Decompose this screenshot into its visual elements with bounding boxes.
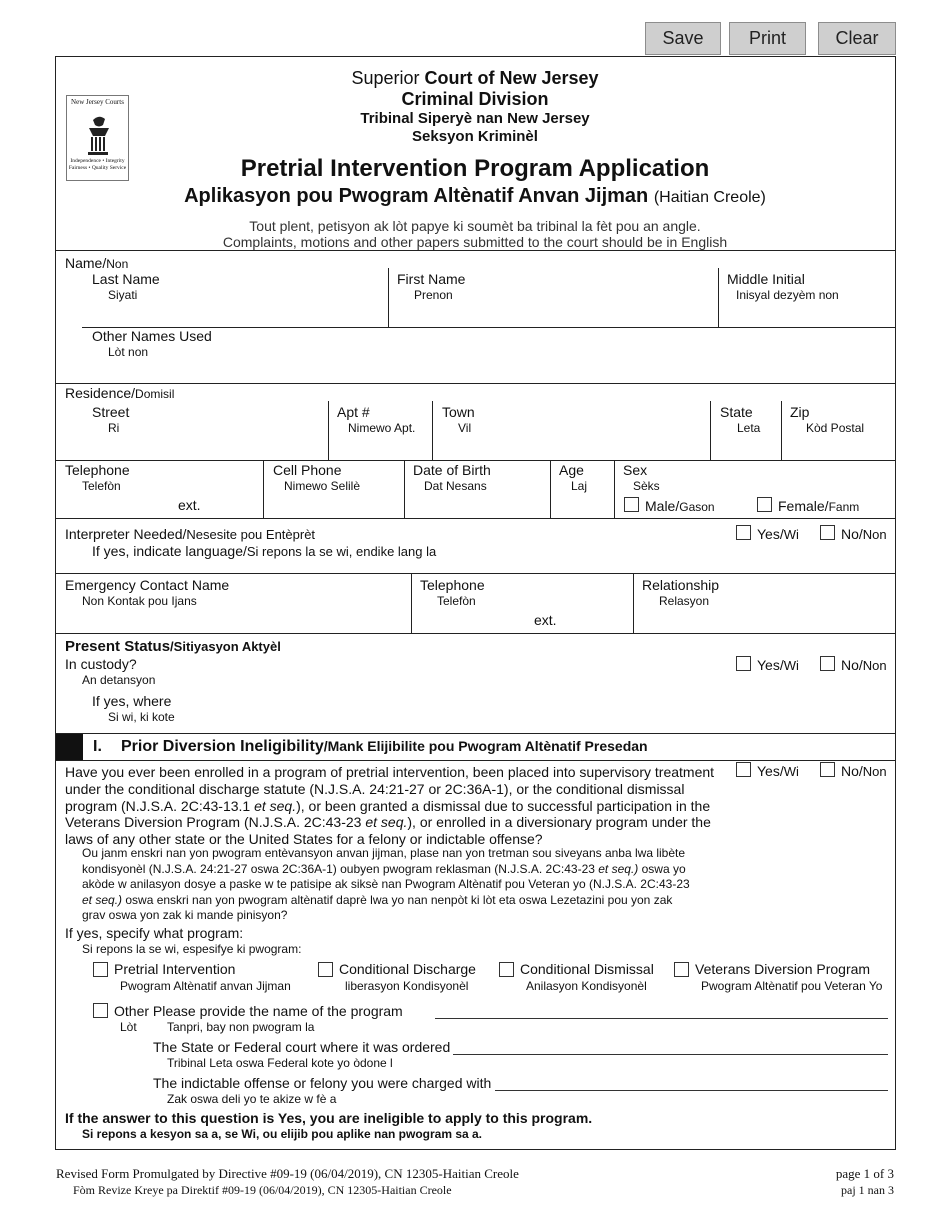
name-section-label: Name/Non (65, 255, 129, 271)
page-title: Pretrial Intervention Program Application (240, 155, 710, 182)
middle-initial-label: Middle Initial (727, 271, 805, 287)
apt-label: Apt # (337, 404, 370, 420)
section-number: I. (93, 738, 102, 755)
last-name-input[interactable] (92, 270, 382, 326)
conditional-dismissal-label: Conditional Dismissal (520, 961, 654, 977)
sex-label: Sex (623, 462, 648, 478)
other-program-checkbox[interactable] (93, 1003, 108, 1018)
pretrial-intervention-label: Pretrial Intervention (114, 961, 236, 977)
interpreter-no-label: No/Non (841, 526, 887, 542)
other-names-input[interactable] (92, 329, 892, 381)
custody-label-ht: An detansyon (82, 673, 156, 687)
first-name-label: First Name (397, 271, 466, 287)
dob-label: Date of Birth (413, 462, 491, 478)
ineligibility-notice-ht: Si repons a kesyon sa a, se Wi, ou elijib pou aplike nan pwogram sa a. (82, 1127, 483, 1141)
other-program-label-ht-a: Lòt (120, 1020, 137, 1034)
conditional-discharge-label-ht: liberasyon Kondisyonèl (345, 979, 469, 993)
custody-no-label: No/Non (841, 657, 887, 673)
custody-label: In custody? (65, 656, 137, 672)
emergency-contact-label: Emergency Contact Name (65, 577, 230, 593)
town-label-ht: Vil (458, 421, 472, 435)
custody-where-input[interactable] (200, 691, 890, 729)
emergency-telephone-label: Telephone (420, 577, 485, 593)
conditional-discharge-checkbox[interactable] (318, 962, 333, 977)
prior-diversion-no-label: No/Non (841, 763, 887, 779)
first-name-input[interactable] (397, 270, 713, 326)
prior-diversion-question: Have you ever been enrolled in a program of pretrial intervention, been placed into supervisory treatment under the conditional discharge statute (N.J.S.A. 24:21-27 or 2C:36A-1), or the conditional dismissal program (N.J.S.A. 2C:43-13.1 et seq.), or been granted a dismissal due to successful participation in the Veterans Diversion Program (N.J.S.A. 2C:43-23 et seq.), or enrolled in a diversionary program under the laws of any other state or the United States for a felony or indictable offense? (65, 764, 715, 848)
residence-section-label: Residence/Domisil (65, 385, 175, 401)
last-name-label: Last Name (92, 271, 160, 287)
other-names-label: Other Names Used (92, 328, 212, 344)
female-checkbox[interactable] (757, 497, 772, 512)
interpreter-no-checkbox[interactable] (820, 525, 835, 540)
interpreter-yes-label: Yes/Wi (757, 526, 799, 542)
dob-input[interactable] (413, 495, 547, 515)
language-notice-ht: Tout plent, petisyon ak lòt papye ki soumèt ba tribinal la fèt pou an angle. (249, 218, 701, 234)
street-label-ht: Ri (108, 421, 120, 435)
custody-yes-checkbox[interactable] (736, 656, 751, 671)
prior-diversion-question-ht: Ou janm enskri nan yon pwogram entèvansyon anvan jijman, plase nan yon tretman sou siveyans anba lwa libète kondisyonèl (N.J.S.A. 24:21-27 oswa 2C:36A-1) oubyen pwogram reklasman (N.J.S.A. 2C:43-23 et seq.) oswa yo akòde w anilasyon dosye a paske w te patisipe ak siksè nan Pwogram Altènatif pou Veteran yo (N.J.S.A. 2C:43-23 et seq.) oswa enskri nan yon pwogram altènatif daprè lwa yo nan nenpòt ki lòt eta oswa Lezetazini pou yon zak grav oswa yon zak ki mande pinisyon? (82, 846, 690, 922)
language-notice: Complaints, motions and other papers submitted to the court should be in English (222, 234, 728, 250)
division-name-ht: Seksyon Kriminèl (412, 128, 538, 145)
interpreter-label: Interpreter Needed/Nesesite pou Entèprèt (65, 526, 316, 542)
dob-label-ht: Dat Nesans (424, 479, 487, 493)
middle-initial-label-ht: Inisyal dezyèm non (736, 288, 839, 302)
logo-top-text: New Jersey Courts (71, 98, 124, 106)
division-name: Criminal Division (401, 89, 549, 109)
telephone-ext-input[interactable] (205, 495, 259, 515)
section-title: Prior Diversion Ineligibility/Mank Elijibilite pou Pwogram Altènatif Presedan (121, 738, 648, 755)
relationship-label-ht: Relasyon (659, 594, 710, 608)
emergency-telephone-input[interactable] (420, 610, 528, 630)
custody-where-label: If yes, where (92, 693, 172, 709)
male-checkbox[interactable] (624, 497, 639, 512)
apt-input[interactable] (337, 403, 429, 458)
other-program-label: Other Please provide the name of the program (114, 1003, 403, 1019)
female-label: Female/Fanm (778, 498, 860, 514)
sex-label-ht: Sèks (633, 479, 660, 493)
emergency-telephone-label-ht: Telefòn (437, 594, 476, 608)
male-label: Male/Gason (645, 498, 715, 514)
other-program-label-ht-b: Tanpri, bay non pwogram la (167, 1020, 315, 1034)
footer-page: page 1 of 3 (835, 1166, 894, 1181)
offense-label-ht: Zak oswa deli yo te akize w fè a (167, 1092, 337, 1106)
emergency-ext-input[interactable] (562, 610, 630, 630)
prior-diversion-yes-checkbox[interactable] (736, 762, 751, 777)
logo-bottom-text: Independence • Integrity Fairness • Quality Service (68, 158, 127, 171)
custody-where-label-ht: Si wi, ki kote (108, 710, 175, 724)
telephone-input[interactable] (65, 495, 175, 515)
state-input[interactable] (720, 403, 778, 458)
present-status-title: Present Status/Sitiyasyon Aktyèl (65, 638, 281, 655)
print-button[interactable]: Print (729, 22, 806, 55)
emergency-contact-label-ht: Non Kontak pou Ijans (82, 594, 197, 608)
conditional-dismissal-checkbox[interactable] (499, 962, 514, 977)
court-ordered-label: The State or Federal court where it was ordered (153, 1039, 451, 1055)
town-label: Town (442, 404, 475, 420)
conditional-discharge-label: Conditional Discharge (339, 961, 476, 977)
pretrial-intervention-label-ht: Pwogram Altènatif anvan Jijman (120, 979, 291, 993)
zip-label: Zip (790, 404, 810, 420)
zip-label-ht: Kòd Postal (806, 421, 865, 435)
conditional-dismissal-label-ht: Anilasyon Kondisyonèl (526, 979, 647, 993)
zip-input[interactable] (790, 403, 892, 458)
other-program-input[interactable] (435, 1000, 888, 1018)
veterans-diversion-label: Veterans Diversion Program (695, 961, 871, 977)
footer-revision-ht: Fòm Revize Kreye pa Direktif #09-19 (06/04/2019), CN 12305-Haitian Creole (73, 1183, 452, 1197)
emergency-ext-label: ext. (534, 612, 557, 628)
court-ordered-label-ht: Tribinal Leta oswa Federal kote yo òdone l (167, 1056, 393, 1070)
apt-label-ht: Nimewo Apt. (348, 421, 416, 435)
telephone-label: Telephone (65, 462, 130, 478)
save-button[interactable]: Save (645, 22, 721, 55)
specify-program-label-ht: Si repons la se wi, espesifye ki pwogram: (82, 942, 302, 956)
interpreter-yes-checkbox[interactable] (736, 525, 751, 540)
age-label: Age (559, 462, 584, 478)
language-label: If yes, indicate language/Si repons la se wi, endike lang la (92, 543, 437, 559)
footer-revision: Revised Form Promulgated by Directive #09-19 (06/04/2019), CN 12305-Haitian Creole (56, 1166, 519, 1181)
custody-no-checkbox[interactable] (820, 656, 835, 671)
veterans-diversion-checkbox[interactable] (674, 962, 689, 977)
last-name-label-ht: Siyati (108, 288, 138, 302)
court-name-ht: Tribinal Siperyè nan New Jersey (360, 110, 590, 127)
age-label-ht: Laj (571, 479, 588, 493)
offense-label: The indictable offense or felony you were charged with (153, 1075, 492, 1091)
section-marker (56, 734, 83, 760)
pretrial-intervention-checkbox[interactable] (93, 962, 108, 977)
town-input[interactable] (442, 403, 706, 458)
footer-page-ht: paj 1 nan 3 (841, 1183, 894, 1197)
middle-initial-input[interactable] (727, 270, 892, 326)
cell-phone-label: Cell Phone (273, 462, 342, 478)
custody-yes-label: Yes/Wi (757, 657, 799, 673)
street-input[interactable] (92, 403, 324, 458)
cell-phone-input[interactable] (273, 495, 401, 515)
court-name: Superior Court of New Jersey (351, 68, 599, 88)
specify-program-label: If yes, specify what program: (65, 925, 244, 941)
state-label-ht: Leta (737, 421, 761, 435)
other-names-label-ht: Lòt non (108, 345, 149, 359)
age-input[interactable] (559, 495, 611, 515)
emergency-contact-input[interactable] (65, 610, 405, 630)
state-label: State (720, 404, 753, 420)
ineligibility-notice: If the answer to this question is Yes, you are ineligible to apply to this program. (65, 1110, 593, 1126)
prior-diversion-no-checkbox[interactable] (820, 762, 835, 777)
telephone-label-ht: Telefòn (82, 479, 121, 493)
relationship-label: Relationship (642, 577, 720, 593)
cell-phone-label-ht: Nimewo Selilè (284, 479, 361, 493)
relationship-input[interactable] (642, 610, 892, 630)
language-input[interactable] (430, 541, 730, 561)
street-label: Street (92, 404, 130, 420)
page-title-ht: Aplikasyon pou Pwogram Altènatif Anvan Jijman (Haitian Creole) (184, 185, 766, 207)
clear-button[interactable]: Clear (818, 22, 896, 55)
offense-input[interactable] (495, 1072, 888, 1090)
court-ordered-input[interactable] (453, 1036, 888, 1054)
prior-diversion-yes-label: Yes/Wi (757, 763, 799, 779)
veterans-diversion-label-ht: Pwogram Altènatif pou Veteran Yo (701, 979, 883, 993)
first-name-label-ht: Prenon (414, 288, 453, 302)
telephone-ext-label: ext. (178, 497, 201, 513)
